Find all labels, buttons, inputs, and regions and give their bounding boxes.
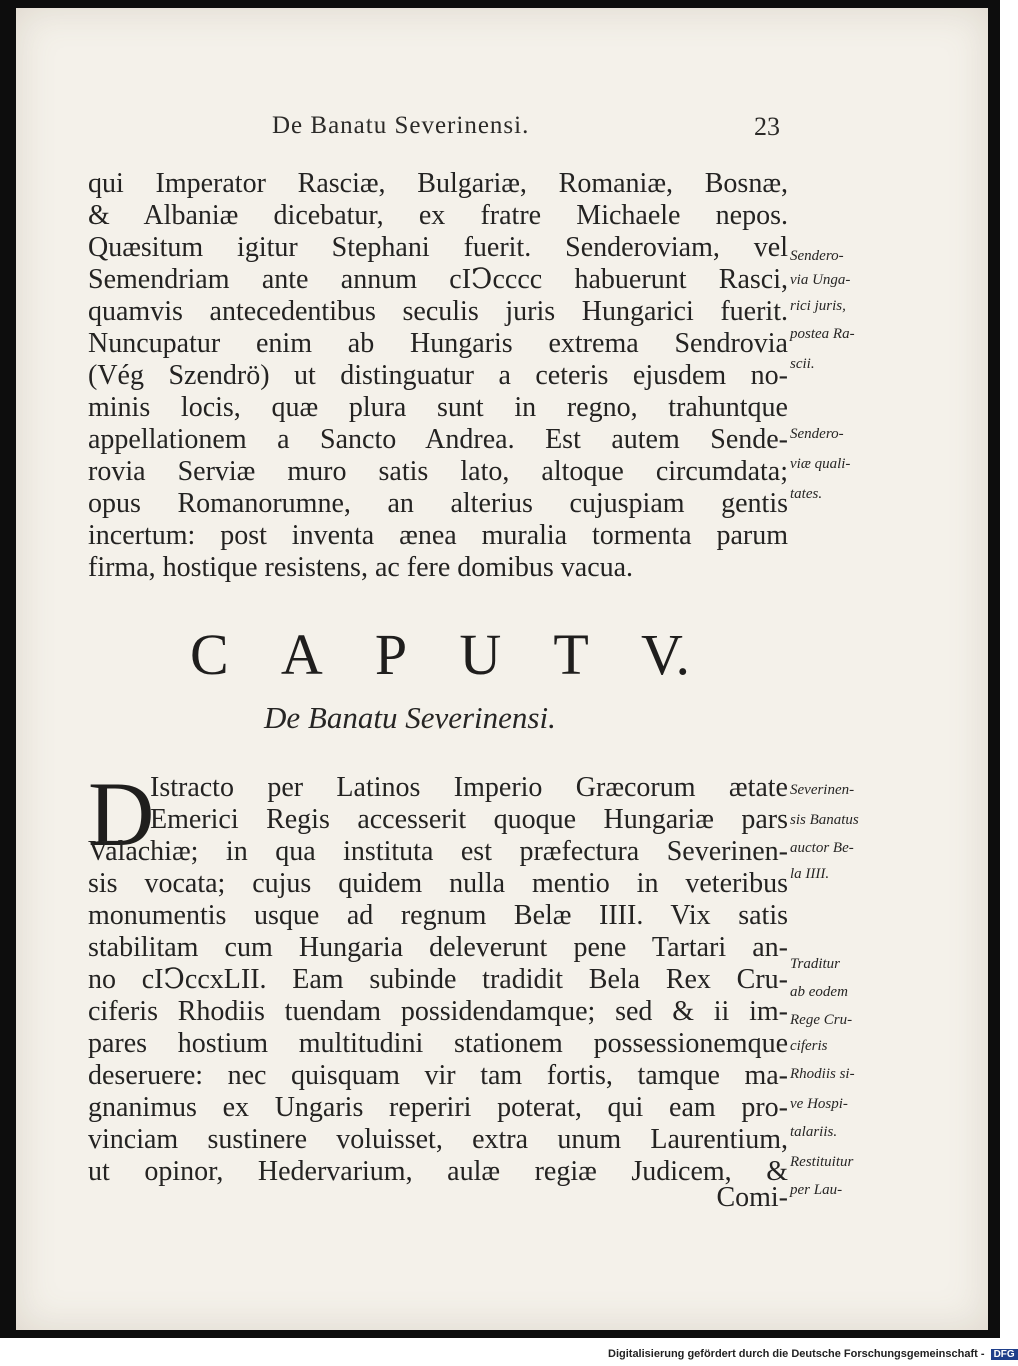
dfg-logo: DFG [991,1349,1018,1360]
text-line: ut opinor, Hedervarium, aulæ regiæ Judicem, & [88,1156,788,1187]
margin-note: Severinen- [790,782,855,798]
chapter-letter: T [553,622,589,687]
running-header: De Banatu Severinensi. [272,112,530,139]
chapter-letter: U [459,622,502,687]
text-line: Semendriam ante annum cIↃcccc habuerunt Rasci, [88,264,788,295]
text-line: gnanimus ex Ungaris reperiri poterat, qui eam pro- [88,1092,788,1123]
digitization-credit [608,1348,1018,1360]
chapter-letter: A [280,622,323,687]
margin-note: Sendero- [790,426,844,442]
margin-note: scii. [790,356,815,372]
margin-note: Rege Cru- [790,1012,853,1028]
margin-note: talariis. [790,1124,838,1140]
margin-note: ciferis [790,1038,828,1054]
margin-note: per Lau- [790,1182,843,1198]
margin-note: Rhodiis si- [790,1066,855,1082]
page-number: 23 [754,112,780,141]
text-line: monumentis usque ad regnum Belæ IIII. Vix satis [88,900,788,931]
drop-cap: D [88,763,155,865]
text-line: incertum: post inventa ænea muralia tormenta parum [88,520,788,551]
catchword: Comi- [716,1182,788,1213]
margin-note: Traditur [790,956,841,972]
margin-note: postea Ra- [790,326,855,342]
text-line: Emerici Regis accesserit quoque Hungariæ pars [150,804,788,835]
text-line: (Vég Szendrö) ut distinguatur a ceteris ejusdem no- [88,360,788,391]
text-line: Quæsitum igitur Stephani fuerit. Senderoviam, vel [88,232,788,263]
text-line: no cIↃccxLII. Eam subinde tradidit Bela Rex Cru- [88,964,788,995]
margin-note: Restituitur [790,1154,854,1170]
chapter-heading [190,620,690,690]
text-line: firma, hostique resistens, ac fere domibus vacua. [88,552,634,583]
margin-note: rici juris, [790,298,846,314]
margin-note: tates. [790,486,823,502]
text-line: pares hostium multitudini stationem possessionemque [88,1028,788,1059]
text-line: vinciam sustinere voluisset, extra unum Laurentium, [88,1124,788,1155]
text-line: Valachiæ; in qua instituta est præfectura Severinen- [88,836,788,867]
text-line: stabilitam cum Hungaria deleverunt pene Tartari an- [88,932,788,963]
text-line: appellationem a Sancto Andrea. Est autem Sende- [88,424,788,455]
text-line: ciferis Rhodiis tuendam possidendamque; sed & ii im- [88,996,788,1027]
text-line: Istracto per Latinos Imperio Græcorum ætate [150,772,788,803]
margin-note: ab eodem [790,984,848,1000]
chapter-letter: V. [641,622,690,687]
text-line: deseruere: nec quisquam vir tam fortis, tamque ma- [88,1060,788,1091]
text-line: Nuncupatur enim ab Hungaris extrema Sendrovia [88,328,788,359]
text-line: qui Imperator Rasciæ, Bulgariæ, Romaniæ, Bosnæ, [88,168,788,199]
margin-note: via Unga- [790,272,851,288]
margin-note: auctor Be- [790,840,854,856]
margin-note: viæ quali- [790,456,851,472]
chapter-subtitle: De Banatu Severinensi. [264,700,556,735]
margin-note: ve Hospi- [790,1096,848,1112]
text-line: minis locis, quæ plura sunt in regno, trahuntque [88,392,788,423]
chapter-letter: P [374,622,408,687]
text-line: quamvis antecedentibus seculis juris Hungarici fuerit. [88,296,788,327]
chapter-letter: C [190,622,229,687]
margin-note: la IIII. [790,866,830,882]
margin-note: Sendero- [790,248,844,264]
credit-text: Digitalisierung gefördert durch die Deutsche Forschungsgemeinschaft - [608,1348,985,1360]
margin-note: sis Banatus [790,812,859,828]
text-line: opus Romanorumne, an alterius cujuspiam gentis [88,488,788,519]
text-line: rovia Serviæ muro satis lato, altoque circumdata; [88,456,788,487]
text-line: & Albaniæ dicebatur, ex fratre Michaele nepos. [88,200,788,231]
text-line: sis vocata; cujus quidem nulla mentio in veteribus [88,868,788,899]
